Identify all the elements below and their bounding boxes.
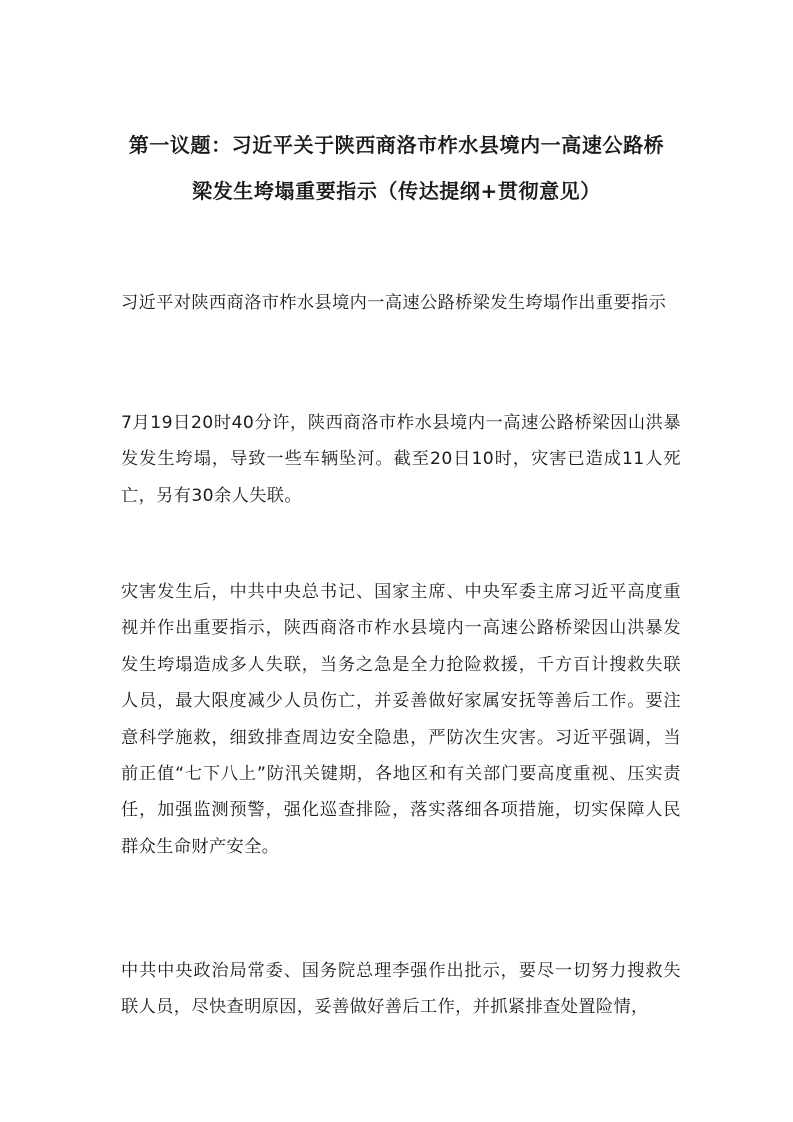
- document-title-line-2: 梁发生垮塌重要指示（传达提纲+贯彻意见）: [192, 179, 601, 203]
- paragraph-2: 7月19日20时40分许，陕西商洛市柞水县境内一高速公路桥梁因山洪暴发发生垮塌，导致一些车辆坠河。截至20日10时，灾害已造成11人死亡，另有30余人失联。: [121, 413, 681, 506]
- paragraph-4: 中共中央政治局常委、国务院总理李强作出批示，要尽一切努力搜救失联人员，尽快查明原因，妥善做好善后工作，并抓紧排查处置险情，: [121, 961, 681, 1018]
- paragraph-1: 习近平对陕西商洛市柞水县境内一高速公路桥梁发生垮塌作出重要指示: [121, 293, 667, 313]
- document-title-line-1: 第一议题：习近平关于陕西商洛市柞水县境内一高速公路桥: [128, 133, 665, 157]
- paragraph-3: 灾害发生后，中共中央总书记、国家主席、中央军委主席习近平高度重视并作出重要指示，陕西商洛市柞水县境内一高速公路桥梁因山洪暴发发生垮塌造成多人失联，当务之急是全力抢险救援，千方百计搜救失联人员，最大限度减少人员伤亡，并妥善做好家属安抚等善后工作。要注意科学施救，细致排查周边安全隐患，严防次生灾害。习近平强调，当前正值“七下八上”防汛关键期，各地区和有关部门要高度重视、压实责任，加强监测预警，强化巡查排险，落实落细各项措施，切实保障人民群众生命财产安全。: [121, 582, 681, 857]
